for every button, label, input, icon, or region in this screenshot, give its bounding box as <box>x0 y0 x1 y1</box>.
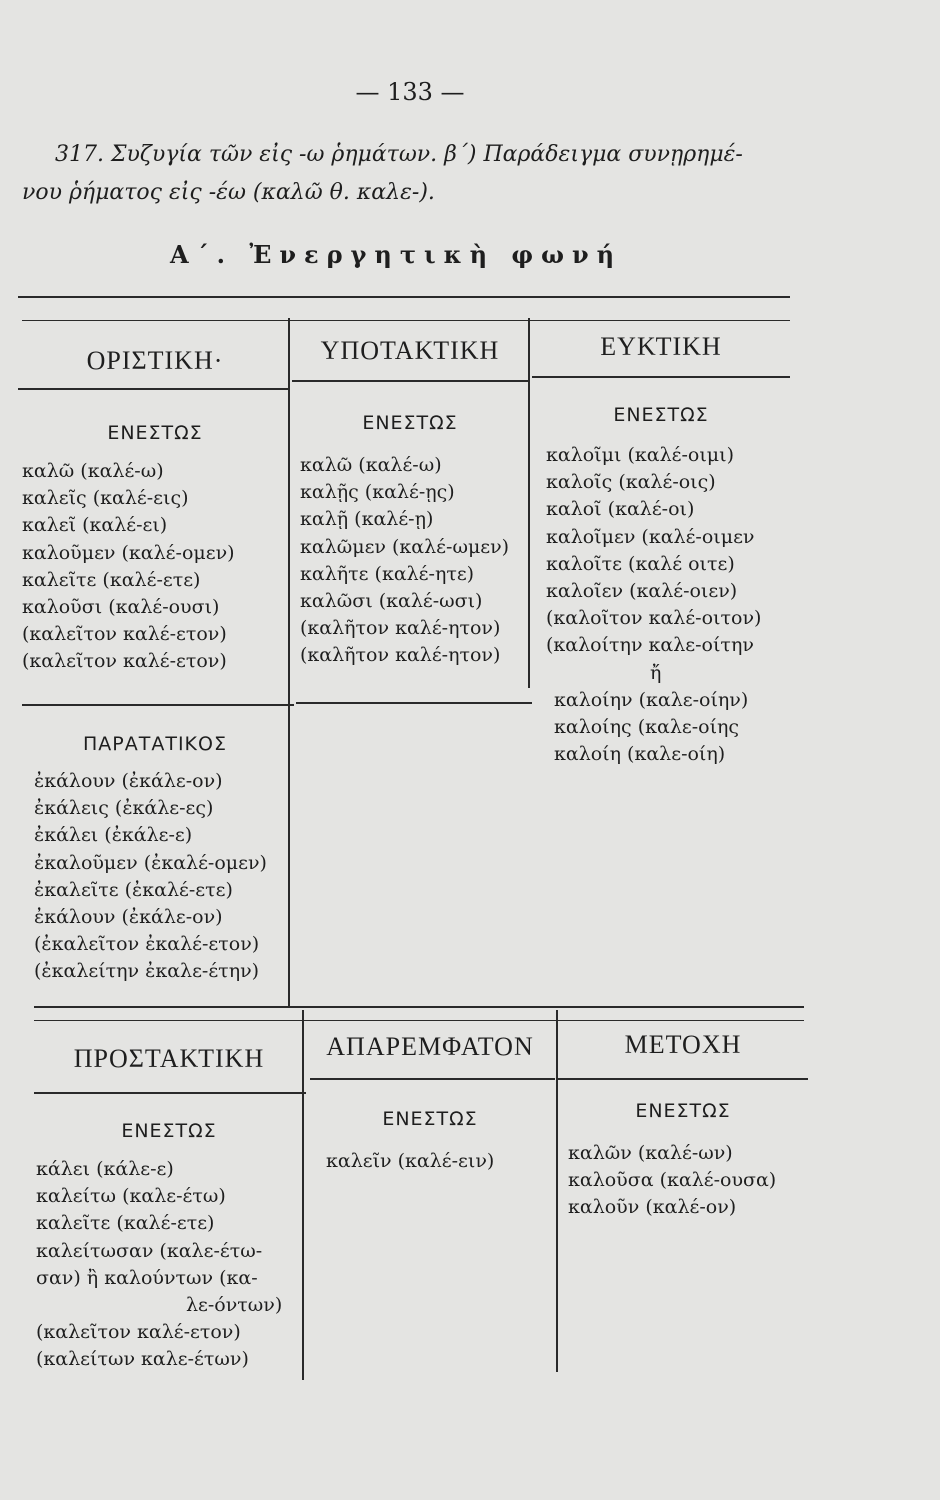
list-item: ἐκάλει (ἐκάλε-ε) <box>34 824 193 847</box>
lower-column-divider-1 <box>302 1010 304 1380</box>
list-item: καλῶν (καλέ-ων) <box>568 1142 733 1164</box>
list-item: καλοῦμεν (καλέ-ομεν) <box>22 541 235 564</box>
euktiki-heading: ΕΥΚΤΙΚΗ <box>600 332 722 361</box>
aparemfaton-enestos-forms <box>326 1148 494 1175</box>
list-item: καλῶ (καλέ-ω) <box>22 460 164 482</box>
list-item: καλοῖ (καλέ-οι) <box>546 498 695 521</box>
table-top-rule-thin <box>22 320 790 321</box>
list-item: καλοίη (καλε-οίη) <box>554 743 726 766</box>
oristiki-enestos-label: ΕΝΕΣΤΩΣ <box>107 422 203 444</box>
euktiki-header-rule <box>532 376 790 378</box>
list-item: καλοῖμεν (καλέ-οιμεν <box>546 525 755 548</box>
list-item: ἐκάλουν (ἐκάλε-ον) <box>34 906 223 929</box>
oristiki-header-rule <box>18 388 290 390</box>
lower-table-top-rule-thin <box>34 1020 804 1021</box>
list-item: (ἐκαλεῖτον ἐκαλέ-ετον) <box>34 933 260 956</box>
list-item: σαν) ἢ καλούντων (κα- <box>36 1266 258 1289</box>
prostaktiki-enestos-label: ΕΝΕΣΤΩΣ <box>121 1120 217 1142</box>
ypotaktiki-enestos-label: ΕΝΕΣΤΩΣ <box>362 412 458 434</box>
list-item: λε-όντων) <box>186 1294 283 1317</box>
list-item: καλείτω (καλε-έτω) <box>36 1185 226 1208</box>
list-item: καλῇς (καλέ-ῃς) <box>300 481 455 504</box>
list-item: καλῆτε (καλέ-ητε) <box>300 562 475 585</box>
list-item: ἐκαλεῖτε (ἐκαλέ-ετε) <box>34 878 233 901</box>
list-item: καλοῦν (καλέ-ον) <box>568 1196 737 1219</box>
page-number: — 133 — <box>355 78 465 106</box>
list-item: (ἐκαλείτην ἐκαλε-έτην) <box>34 960 260 983</box>
list-item: (καλοῖτον καλέ-οιτον) <box>546 607 762 630</box>
list-item: καλῶ (καλέ-ω) <box>300 454 442 476</box>
list-item: καλοίην (καλε-οίην) <box>554 688 749 711</box>
aparemfaton-enestos-label: ΕΝΕΣΤΩΣ <box>382 1108 478 1130</box>
list-item: καλῶσι (καλέ-ωσι) <box>300 590 483 613</box>
aparemfaton-heading: ΑΠΑΡΕΜΦΑΤΟΝ <box>326 1032 534 1061</box>
list-item: (καλεῖτον καλέ-ετον) <box>36 1321 241 1344</box>
ypotaktiki-bottom-rule <box>296 702 532 704</box>
list-item: (καλῆτον καλέ-ητον) <box>300 617 501 640</box>
list-item: καλεῖ (καλέ-ει) <box>22 514 168 537</box>
metochi-heading: ΜΕΤΟΧΗ <box>624 1030 742 1059</box>
list-item: ἐκάλεις (ἐκάλε-ες) <box>34 797 214 820</box>
list-item: καλῶμεν (καλέ-ωμεν) <box>300 535 510 558</box>
list-item: καλείτωσαν (καλε-έτω- <box>36 1239 263 1262</box>
list-item: (καλεῖτον καλέ-ετον) <box>22 623 227 646</box>
metochi-header-rule <box>558 1078 808 1080</box>
paratatikos-rule <box>22 704 294 706</box>
list-item: καλοῖς (καλέ-οις) <box>546 471 716 494</box>
metochi-enestos-forms <box>568 1140 776 1222</box>
list-item: (καλοίτην καλε-οίτην <box>546 634 754 657</box>
euktiki-enestos-label: ΕΝΕΣΤΩΣ <box>613 404 709 426</box>
list-item: καλοίης (καλε-οίης <box>554 716 740 739</box>
metochi-enestos-label: ΕΝΕΣΤΩΣ <box>635 1100 731 1122</box>
oristiki-heading: ΟΡΙΣΤΙΚΗ· <box>86 346 224 375</box>
list-item: ἤ <box>650 661 662 684</box>
list-item: κάλει (κάλε-ε) <box>36 1158 174 1180</box>
list-item: (καλείτων καλε-έτων) <box>36 1348 249 1371</box>
prostaktiki-heading: ΠΡΟΣΤΑΚΤΙΚΗ <box>73 1044 265 1073</box>
paratatikos-forms <box>34 768 267 986</box>
oristiki-enestos-forms <box>22 458 235 676</box>
voice-title: Α΄. Ἐνεργητικὴ φωνή <box>170 240 623 269</box>
prostaktiki-enestos-forms <box>36 1156 282 1374</box>
list-item: καλεῖν (καλέ-ειν) <box>326 1150 495 1172</box>
ypotaktiki-heading: ΥΠΟΤΑΚΤΙΚΗ <box>320 336 500 365</box>
section-intro-line-2: νου ῥήματος εἰς -έω (καλῶ θ. καλε-). <box>22 180 435 205</box>
aparemfaton-header-rule <box>310 1078 555 1080</box>
list-item: καλεῖτε (καλέ-ετε) <box>22 568 201 591</box>
list-item: καλοῖτε (καλέ οιτε) <box>546 552 735 575</box>
section-intro-line-1: 317. Συζυγία τῶν εἰς -ω ῥημάτων. β΄) Παράδειγμα συνῃρημέ- <box>55 142 743 167</box>
list-item: καλεῖς (καλέ-εις) <box>22 487 189 510</box>
euktiki-enestos-forms <box>546 442 761 768</box>
paratatikos-label: ΠΑΡΑΤΑΤΙΚΟΣ <box>83 733 227 755</box>
list-item: ἐκαλοῦμεν (ἐκαλέ-ομεν) <box>34 851 267 874</box>
list-item: καλοῖεν (καλέ-οιεν) <box>546 580 738 603</box>
ypotaktiki-enestos-forms <box>300 452 509 670</box>
list-item: καλεῖτε (καλέ-ετε) <box>36 1212 215 1235</box>
prostaktiki-header-rule <box>34 1092 306 1094</box>
table-top-rule <box>18 296 790 298</box>
lower-column-divider-2 <box>556 1010 558 1372</box>
column-divider-2 <box>528 318 530 688</box>
lower-table-top-rule <box>34 1006 804 1008</box>
ypotaktiki-header-rule <box>292 380 528 382</box>
list-item: καλῇ (καλέ-ῃ) <box>300 508 434 531</box>
list-item: ἐκάλουν (ἐκάλε-ον) <box>34 770 223 792</box>
list-item: καλοῦσα (καλέ-ουσα) <box>568 1169 777 1192</box>
list-item: (καλῆτον καλέ-ητον) <box>300 644 501 667</box>
list-item: καλοῖμι (καλέ-οιμι) <box>546 444 734 466</box>
list-item: καλοῦσι (καλέ-ουσι) <box>22 596 220 619</box>
list-item: (καλεῖτον καλέ-ετον) <box>22 650 227 673</box>
